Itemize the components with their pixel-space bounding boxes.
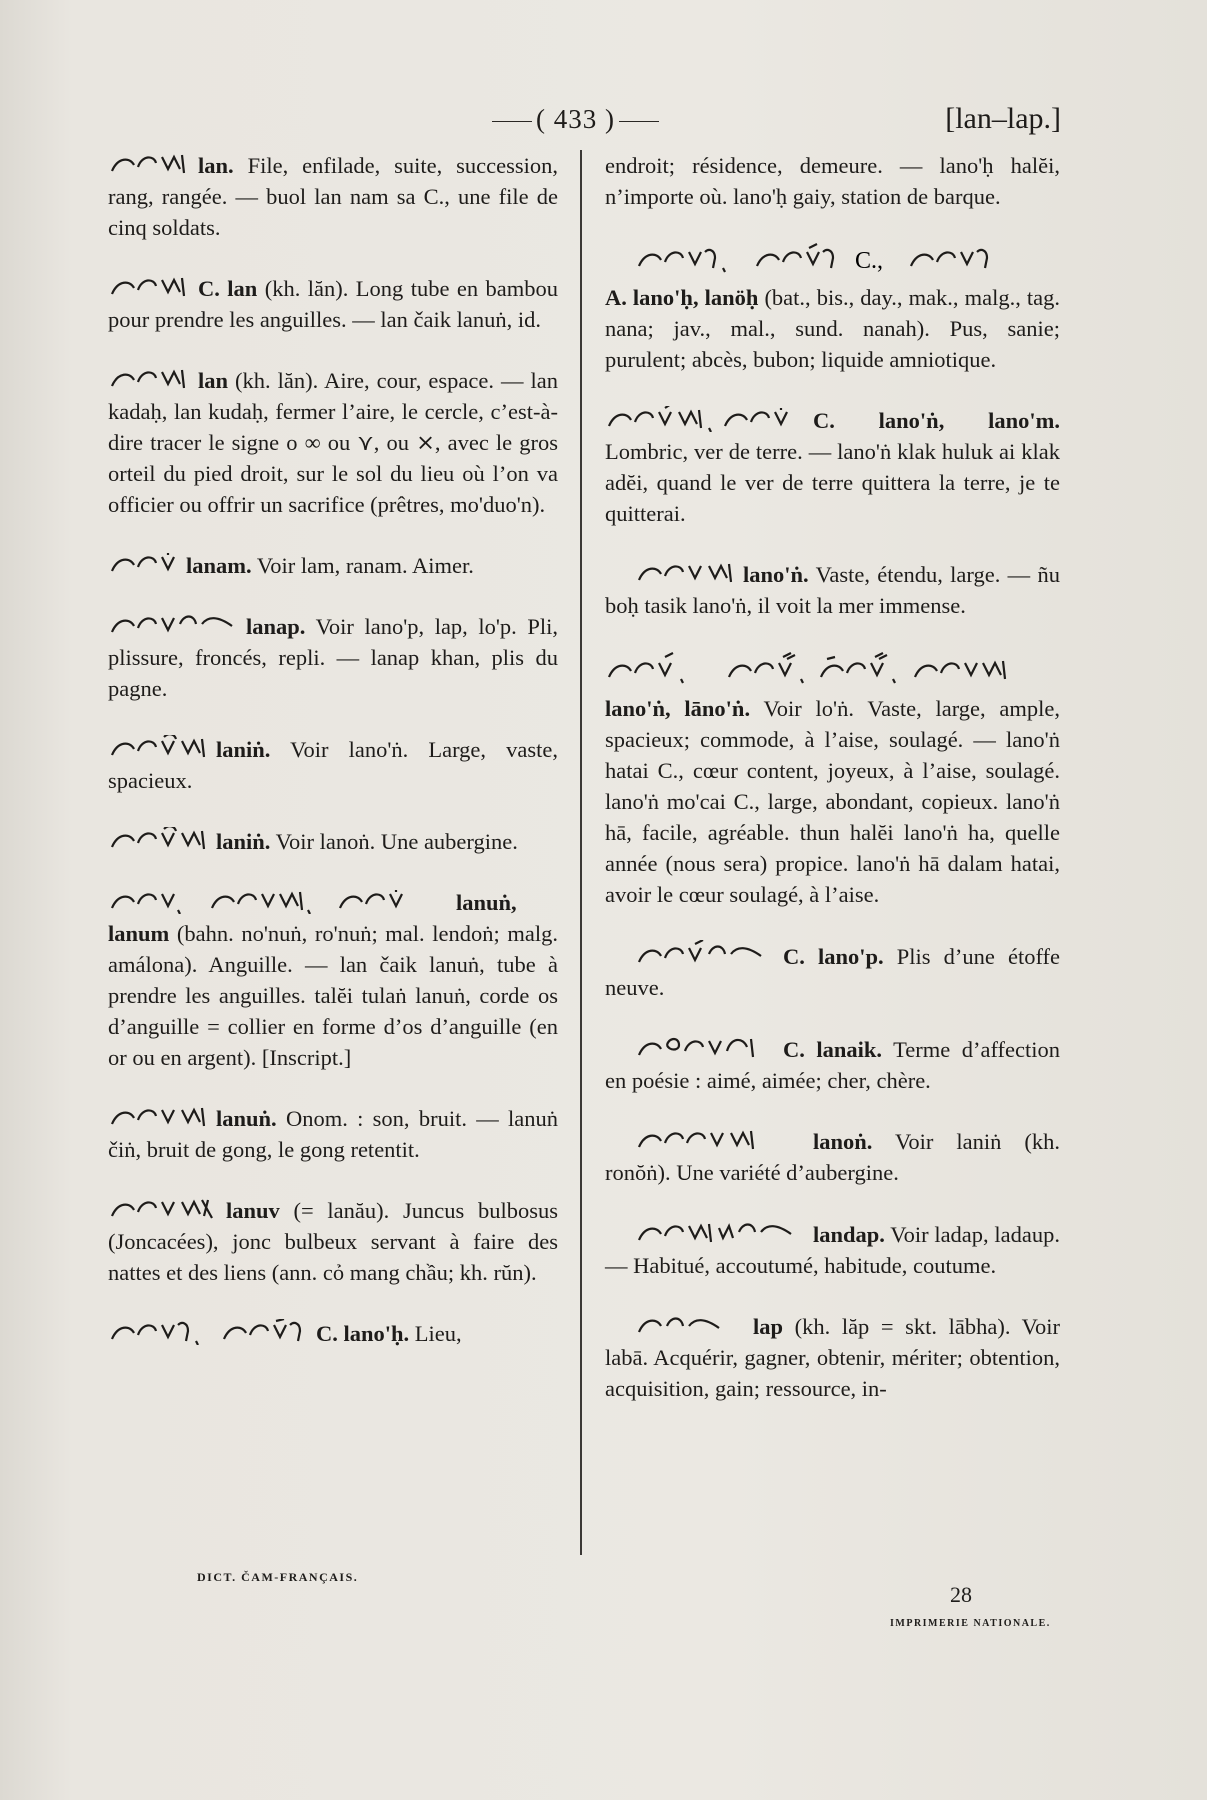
definition: (bat., bis., day., mak., malg., tag. nana; jav., mal., sund. nanah). Pus, sanie; purulent; abcès, bubon; liquide amniotique. xyxy=(605,285,1060,372)
dictionary-entry xyxy=(108,273,558,335)
definition: File, enfilade, suite, succession, rang, rangée. — buol lan nam sa C., une file de cinq soldats. xyxy=(108,153,558,240)
definition: Voir laniṅ (kh. ronŏṅ). Une variété d’aubergine. xyxy=(605,1129,1060,1185)
definition: (kh. lăp = skt. lābha). Voir labā. Acquérir, gagner, obtenir, mériter; obtention, acquisition, gain; ressource, in- xyxy=(605,1314,1060,1401)
headword: lanuṅ. xyxy=(216,1106,277,1131)
dictionary-entry xyxy=(108,734,558,796)
dictionary-entry xyxy=(605,651,1060,910)
printer-imprint: IMPRIMERIE NATIONALE. xyxy=(890,1618,1051,1629)
headword: landap. xyxy=(813,1222,885,1247)
cham-script-glyph xyxy=(108,1196,218,1222)
cham-script-glyph xyxy=(108,1104,208,1130)
running-head: [lan–lap.] xyxy=(945,102,1061,135)
headword: lanuv xyxy=(226,1198,280,1223)
definition: Terme d’affection en poésie : aimé, aimée; cher, chère. xyxy=(605,1037,1060,1093)
dictionary-entry xyxy=(108,887,558,1073)
dictionary-entry xyxy=(108,826,558,857)
definition: Voir lano'p, lap, lo'p. Pli, plissure, froncés, repli. — lanap khan, plis du pagne. xyxy=(108,614,558,701)
definition: endroit; résidence, demeure. — lano'ḥ halĕi, n’importe où. lano'ḥ gaiy, station de barque. xyxy=(605,153,1060,209)
cham-script-glyph xyxy=(635,1127,805,1153)
cham-script-glyph xyxy=(108,1319,308,1345)
headword: lap xyxy=(753,1314,784,1339)
right-column xyxy=(605,150,1060,1434)
definition: Plis d’une étoffe neuve. xyxy=(605,944,1061,1000)
definition: (bahn. no'nuṅ, ro'nuṅ; mal. lendoṅ; malg. amálona). Anguille. — lan čaik lanuṅ, tube à prendre les anguilles. talĕi tulaṅ lanuṅ, corde os d’anguille = collier en forme d’os d’anguille (en or ou en argent). [Inscript.] xyxy=(108,921,558,1070)
dictionary-entry xyxy=(605,559,1060,621)
definition: Voir lo'ṅ. Vaste, large, ample, spacieux; commode, à l’aise, soulagé. — lano'ṅ hatai C., cœur content, joyeux, à l’aise, soulagé. lano'ṅ mo'cai C., large, abondant, copieux. lano'ṅ hā, facile, agréable. thun halĕi lano'ṅ ha, quelle année (nous sera) propice. lano'ṅ hā dalam hatai, avoir le cœur soulagé, à l’aise. xyxy=(605,696,1061,907)
signature-mark: 28 xyxy=(950,1582,972,1607)
dictionary-entry xyxy=(605,1218,1060,1281)
cham-script-glyph xyxy=(108,366,190,392)
headword: C. lanaik. xyxy=(783,1037,883,1062)
headword: lanap. xyxy=(246,614,306,639)
cham-script-glyph xyxy=(635,1312,745,1338)
dictionary-entry xyxy=(605,242,1060,375)
dictionary-entry xyxy=(605,150,1060,212)
cham-script-glyph xyxy=(605,651,1060,693)
headword: lan. xyxy=(198,153,234,178)
definition: Lombric, ver de terre. — lano'ṅ klak huluk ai klak adĕi, quand le ver de terre quittera la terre, je te quitterai. xyxy=(605,439,1060,526)
footer-title: DICT. ČAM-FRANÇAIS. xyxy=(197,1570,359,1584)
page-number: ( 433 ) xyxy=(488,104,663,135)
headword: lanoṅ. xyxy=(813,1129,873,1154)
definition: Onom. : son, bruit. — lanuṅ čiṅ, bruit de gong, le gong retentit. xyxy=(108,1106,559,1162)
dictionary-entry xyxy=(108,1195,558,1288)
dictionary-entry xyxy=(605,405,1060,529)
definition: Vaste, étendu, large. — ñu boḥ tasik lano'ṅ, il voit la mer immense. xyxy=(605,562,1060,618)
dictionary-entry xyxy=(605,1311,1060,1404)
definition: Voir lanoṅ. Une aubergine. xyxy=(275,829,518,854)
headword: C. lano'ṅ, lano'm. xyxy=(813,408,1060,433)
dictionary-entry xyxy=(605,1033,1060,1096)
definition: Lieu, xyxy=(414,1321,462,1346)
cham-script-glyph xyxy=(635,242,1060,282)
cham-script-glyph xyxy=(108,151,190,177)
definition: (kh. lăn). Long tube en bambou pour prendre les anguilles. — lan čaik lanuṅ, id. xyxy=(108,276,559,332)
dictionary-entry xyxy=(108,550,558,581)
left-column xyxy=(108,150,558,1379)
headword: lan xyxy=(198,368,229,393)
cham-script-glyph xyxy=(635,940,775,968)
page-header xyxy=(0,100,1207,144)
cham-script-glyph xyxy=(605,406,805,432)
dictionary-entry xyxy=(108,1318,558,1349)
dictionary-entry xyxy=(108,611,558,704)
headword: laniṅ. xyxy=(216,737,271,762)
headword: lanam. xyxy=(186,553,252,578)
headword: lanuṅ, lanum xyxy=(108,890,517,946)
headword: A. lano'ḥ, lanöḥ xyxy=(605,285,759,310)
definition: Voir lano'ṅ. Large, vaste, spacieux. xyxy=(108,737,559,793)
cham-script-glyph xyxy=(108,274,190,300)
dictionary-entry xyxy=(108,1103,558,1165)
headword: C. lano'ḥ. xyxy=(316,1321,410,1346)
headword: lano'ṅ, lāno'ṅ. xyxy=(605,696,751,721)
definition: Voir ladap, ladaup. — Habitué, accoutumé, habitude, coutume. xyxy=(605,1222,1060,1278)
cham-script-glyph xyxy=(108,827,208,853)
dictionary-entry xyxy=(108,150,558,243)
headword: C. lan xyxy=(198,276,258,301)
definition: (kh. lăn). Aire, cour, espace. — lan kadaḥ, lan kudaḥ, fermer l’aire, le cercle, c’est-à-dire tracer le signe o ∞ ou ⋎, ou ⨯, avec le gros orteil du pied droit, sur le sol du lieu où l’on va officier ou offrir un sacrifice (prêtres, mo'duo'n). xyxy=(108,368,559,517)
dictionary-entry xyxy=(605,1126,1060,1188)
cham-script-glyph xyxy=(635,560,735,586)
headword: laniṅ. xyxy=(216,829,271,854)
dictionary-entry xyxy=(108,365,558,520)
headword: C. lano'p. xyxy=(783,944,884,969)
definition: (= lanău). Juncus bulbosus (Joncacées), jonc bulbeux servant à faire des nattes et des liens (ann. cỏ mang chầu; kh. rŭn). xyxy=(108,1198,558,1285)
cham-script-glyph xyxy=(108,735,208,761)
dictionary-entry xyxy=(605,940,1060,1003)
svg-text:C.,: C., xyxy=(855,248,884,274)
column-divider xyxy=(580,150,582,1555)
definition: Voir lam, ranam. Aimer. xyxy=(256,553,474,578)
cham-script-glyph xyxy=(635,1033,775,1061)
headword: lano'ṅ. xyxy=(743,562,809,587)
cham-script-glyph xyxy=(635,1218,805,1246)
cham-script-glyph xyxy=(108,888,448,914)
cham-script-glyph xyxy=(108,551,178,577)
cham-script-glyph xyxy=(108,612,238,638)
